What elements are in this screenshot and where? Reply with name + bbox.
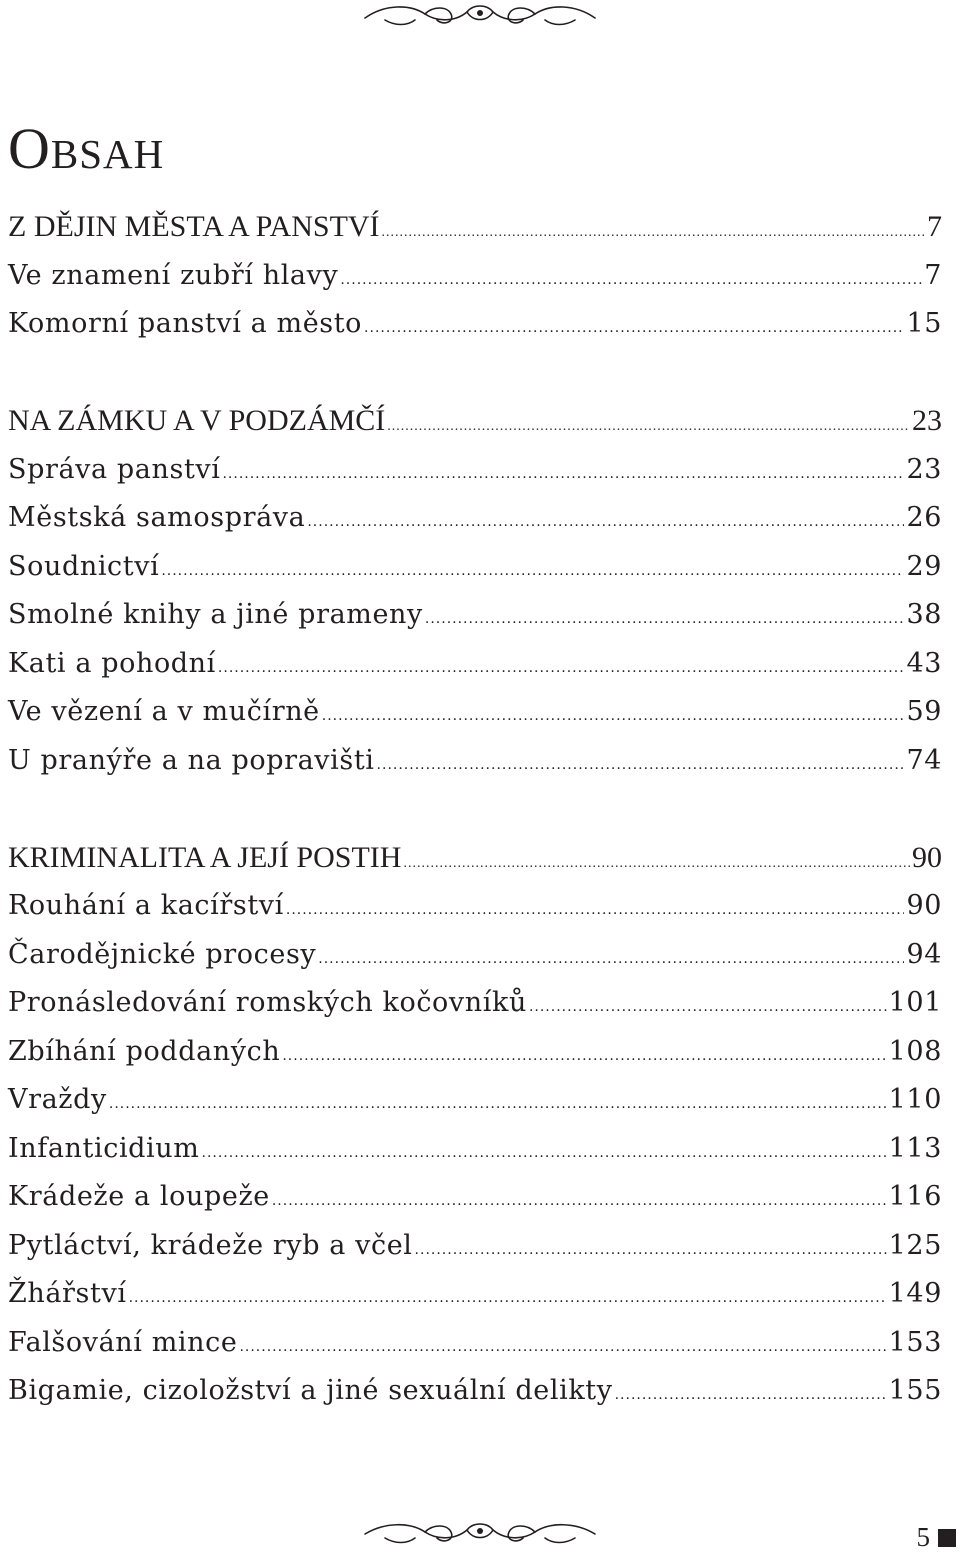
dot-leader xyxy=(377,741,905,790)
toc-entry-label: Vraždy xyxy=(8,1084,107,1115)
dot-leader xyxy=(403,840,910,889)
toc-entry-label: Soudnictví xyxy=(8,550,160,582)
toc-entry xyxy=(8,1076,942,1125)
toc-entry xyxy=(8,494,942,543)
toc-entry-label: Falšování mince xyxy=(8,1326,238,1358)
table-of-contents xyxy=(8,203,942,1416)
toc-entry-page: 74 xyxy=(906,744,942,776)
toc-entry xyxy=(8,446,942,495)
toc-entry xyxy=(8,1173,942,1222)
toc-entry-page: 7 xyxy=(924,259,942,291)
dot-leader xyxy=(307,498,904,547)
page-number-label: 5 xyxy=(916,1522,930,1552)
toc-entry-page: 153 xyxy=(888,1326,942,1358)
toc-entry xyxy=(8,737,942,786)
dot-leader xyxy=(286,886,905,935)
toc-entry-page: 43 xyxy=(906,647,942,679)
toc-entry xyxy=(8,688,942,737)
toc-section-heading xyxy=(8,397,942,446)
toc-entry-label: Krádeže a loupeže xyxy=(8,1181,270,1212)
toc-entry-label: Městská samospráva xyxy=(8,502,306,533)
flourish-ornament-icon xyxy=(355,1518,605,1548)
dot-leader xyxy=(425,595,905,644)
dot-leader xyxy=(222,450,904,499)
toc-entry-page: 116 xyxy=(888,1181,942,1212)
dot-leader xyxy=(202,1129,887,1178)
toc-entry-page: 101 xyxy=(888,987,942,1018)
toc-entry-page: 23 xyxy=(906,453,942,485)
toc-section-heading xyxy=(8,834,942,883)
toc-entry-label: Infanticidium xyxy=(8,1132,200,1164)
dot-leader xyxy=(318,935,904,984)
toc-entry xyxy=(8,252,942,301)
dot-leader xyxy=(340,256,922,305)
square-icon xyxy=(938,1529,956,1547)
toc-entry xyxy=(8,1367,942,1416)
toc-entry-label: Ve vězení a v mučírně xyxy=(8,696,320,727)
toc-entry xyxy=(8,640,942,689)
toc-entry-page: 94 xyxy=(906,938,942,970)
dot-leader xyxy=(382,209,925,258)
toc-entry-label: Bigamie, cizoložství a jiné sexuální delikty xyxy=(8,1375,613,1406)
toc-spacer xyxy=(8,349,942,398)
toc-section-heading xyxy=(8,203,942,252)
dot-leader xyxy=(322,692,905,741)
toc-entry-label: Čarodějnické procesy xyxy=(8,938,317,970)
toc-entry-page: 38 xyxy=(906,599,942,630)
toc-entry xyxy=(8,882,942,931)
dot-leader xyxy=(109,1080,887,1129)
toc-entry-page: 59 xyxy=(906,696,942,727)
dot-leader xyxy=(364,304,904,353)
toc-entry-label: Pytláctví, krádeže ryb a včel xyxy=(8,1229,413,1261)
toc-entry-page: 29 xyxy=(906,550,942,582)
toc-entry-page: 26 xyxy=(906,502,942,533)
toc-entry xyxy=(8,1028,942,1077)
toc-entry xyxy=(8,931,942,980)
toc-entry-label: Ve znamení zubří hlavy xyxy=(8,259,339,291)
toc-entry xyxy=(8,591,942,640)
toc-entry-page: 15 xyxy=(906,308,942,339)
toc-entry-page: 155 xyxy=(888,1375,942,1406)
page-number xyxy=(917,1522,957,1553)
toc-entry-label: Pronásledování romských kočovníků xyxy=(8,987,527,1018)
toc-entry-label: NA ZÁMKU A V PODZÁMČÍ xyxy=(8,404,386,437)
toc-entry-label: Z DĚJIN MĚSTA A PANSTVÍ xyxy=(8,210,380,243)
toc-entry-page: 149 xyxy=(888,1278,942,1309)
toc-entry-page: 90 xyxy=(906,890,942,921)
toc-entry xyxy=(8,979,942,1028)
dot-leader xyxy=(415,1226,887,1275)
toc-entry-page: 110 xyxy=(888,1084,942,1115)
toc-entry-label: Rouhání a kacířství xyxy=(8,890,284,921)
dot-leader xyxy=(272,1177,887,1226)
toc-entry xyxy=(8,1222,942,1271)
toc-entry-page: 90 xyxy=(912,840,942,874)
toc-entry-page: 7 xyxy=(927,210,942,243)
toc-entry-label: Žhářství xyxy=(8,1278,127,1309)
dot-leader xyxy=(239,1323,886,1372)
toc-entry xyxy=(8,1270,942,1319)
toc-entry-page: 125 xyxy=(888,1229,942,1261)
dot-leader xyxy=(161,547,904,596)
toc-entry-page: 113 xyxy=(888,1132,942,1164)
toc-entry-label: Správa panství xyxy=(8,453,221,485)
toc-entry xyxy=(8,1125,942,1174)
toc-entry xyxy=(8,300,942,349)
toc-entry-label: Zbíhání poddaných xyxy=(8,1035,281,1067)
toc-entry-page: 108 xyxy=(888,1035,942,1067)
dot-leader xyxy=(218,644,905,693)
dot-leader xyxy=(282,1032,886,1081)
dot-leader xyxy=(387,403,910,452)
dot-leader xyxy=(529,983,887,1032)
toc-spacer xyxy=(8,785,942,834)
toc-entry-label: Komorní panství a město xyxy=(8,308,363,339)
toc-entry xyxy=(8,1319,942,1368)
dot-leader xyxy=(615,1371,887,1420)
toc-entry-label: Kati a pohodní xyxy=(8,647,216,679)
toc-entry xyxy=(8,543,942,592)
toc-entry-label: KRIMINALITA A JEJÍ POSTIH xyxy=(8,840,402,874)
toc-entry-page: 23 xyxy=(912,404,942,437)
toc-entry-label: Smolné knihy a jiné prameny xyxy=(8,599,423,630)
page-title: Obsah xyxy=(8,116,165,181)
toc-entry-label: U pranýře a na popravišti xyxy=(8,744,375,776)
dot-leader xyxy=(129,1274,887,1323)
flourish-ornament-icon xyxy=(355,0,605,30)
